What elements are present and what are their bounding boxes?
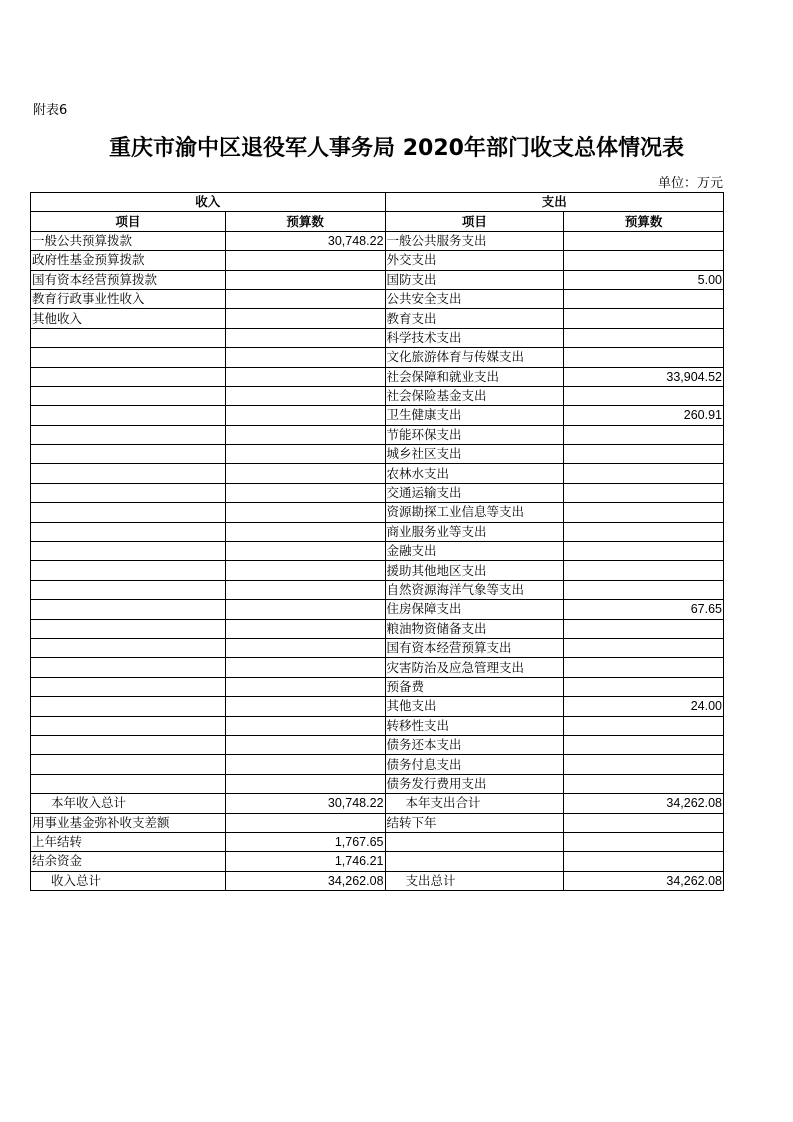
table-row: [31, 638, 724, 657]
income-item-cell: [31, 445, 226, 464]
expense-item-cell: 教育支出: [385, 309, 564, 328]
income-item-cell: 教育行政事业性收入: [31, 289, 226, 308]
table-row: [31, 231, 724, 250]
income-item-cell: [31, 580, 226, 599]
summary-expense-value-cell: [564, 852, 724, 871]
income-item-cell: [31, 774, 226, 793]
income-value-cell: [225, 697, 385, 716]
expense-budget-header: 预算数: [564, 212, 724, 231]
income-value-cell: [225, 619, 385, 638]
income-value-cell: [225, 561, 385, 580]
appendix-label: 附表6: [33, 103, 68, 118]
expense-item-cell: 金融支出: [385, 542, 564, 561]
expense-item-cell: 城乡社区支出: [385, 445, 564, 464]
table-row: [31, 542, 724, 561]
income-item-cell: [31, 755, 226, 774]
table-row: [31, 658, 724, 677]
expense-item-cell: 灾害防治及应急管理支出: [385, 658, 564, 677]
expense-value-cell: [564, 716, 724, 735]
expense-item-cell: 一般公共服务支出: [385, 231, 564, 250]
income-item-cell: 一般公共预算拨款: [31, 231, 226, 250]
table-row: [31, 289, 724, 308]
expense-value-cell: [564, 542, 724, 561]
table-row: [31, 677, 724, 696]
expense-item-cell: 农林水支出: [385, 464, 564, 483]
income-item-cell: [31, 716, 226, 735]
expense-value-cell: 24.00: [564, 697, 724, 716]
income-value-cell: [225, 464, 385, 483]
expense-value-cell: [564, 483, 724, 502]
expense-item-cell: 科学技术支出: [385, 328, 564, 347]
summary-expense-item-cell: [385, 852, 564, 871]
table-row: [31, 774, 724, 793]
page-title: 重庆市渝中区退役军人事务局 2020年部门收支总体情况表: [109, 136, 684, 161]
income-item-cell: [31, 638, 226, 657]
expense-item-cell: 国有资本经营预算支出: [385, 638, 564, 657]
expense-item-cell: 文化旅游体育与传媒支出: [385, 348, 564, 367]
income-item-cell: [31, 348, 226, 367]
income-value-cell: [225, 251, 385, 270]
summary-row: [31, 852, 724, 871]
income-item-cell: [31, 406, 226, 425]
expense-value-cell: [564, 735, 724, 754]
income-value-cell: [225, 445, 385, 464]
income-value-cell: [225, 425, 385, 444]
table-row: [31, 270, 724, 289]
income-item-cell: [31, 561, 226, 580]
expense-value-cell: [564, 677, 724, 696]
income-item-cell: [31, 658, 226, 677]
summary-income-value-cell: [225, 813, 385, 832]
income-value-cell: [225, 367, 385, 386]
income-value-cell: [225, 503, 385, 522]
table-row: [31, 445, 724, 464]
income-item-cell: 国有资本经营预算拨款: [31, 270, 226, 289]
expense-item-cell: 卫生健康支出: [385, 406, 564, 425]
table-row: [31, 348, 724, 367]
income-item-cell: [31, 697, 226, 716]
expense-item-cell: 转移性支出: [385, 716, 564, 735]
summary-expense-item-cell: 本年支出合计: [385, 794, 564, 813]
summary-income-item-cell: 本年收入总计: [31, 794, 226, 813]
expense-value-cell: 5.00: [564, 270, 724, 289]
table-row: [31, 386, 724, 405]
table-row: [31, 309, 724, 328]
unit-label: 单位：万元: [657, 176, 723, 191]
table-row: [31, 406, 724, 425]
summary-expense-value-cell: [564, 832, 724, 851]
expense-item-cell: 社会保障和就业支出: [385, 367, 564, 386]
income-value-cell: [225, 580, 385, 599]
income-value-cell: [225, 658, 385, 677]
expense-item-header: 项目: [385, 212, 564, 231]
expense-value-cell: [564, 445, 724, 464]
expense-value-cell: 67.65: [564, 600, 724, 619]
expense-value-cell: 260.91: [564, 406, 724, 425]
income-item-cell: [31, 483, 226, 502]
income-value-cell: [225, 406, 385, 425]
income-value-cell: 30,748.22: [225, 231, 385, 250]
expense-value-cell: [564, 251, 724, 270]
expense-value-cell: [564, 289, 724, 308]
table-row: [31, 328, 724, 347]
expense-item-cell: 商业服务业等支出: [385, 522, 564, 541]
income-item-cell: [31, 522, 226, 541]
expense-item-cell: 援助其他地区支出: [385, 561, 564, 580]
expense-item-cell: 预备费: [385, 677, 564, 696]
income-value-cell: [225, 600, 385, 619]
expense-value-cell: [564, 619, 724, 638]
expense-value-cell: [564, 309, 724, 328]
income-section-header: 收入: [31, 193, 386, 212]
summary-income-item-cell: 收入总计: [31, 871, 226, 890]
table-row: [31, 483, 724, 502]
income-value-cell: [225, 716, 385, 735]
income-item-cell: [31, 425, 226, 444]
income-value-cell: [225, 522, 385, 541]
table-row: [31, 619, 724, 638]
expense-item-cell: 债务还本支出: [385, 735, 564, 754]
expense-item-cell: 债务付息支出: [385, 755, 564, 774]
expense-item-cell: 住房保障支出: [385, 600, 564, 619]
income-item-cell: [31, 386, 226, 405]
expense-value-cell: [564, 503, 724, 522]
table-row: [31, 735, 724, 754]
expense-value-cell: [564, 464, 724, 483]
section-header-row: [31, 193, 724, 212]
summary-income-item-cell: 上年结转: [31, 832, 226, 851]
summary-expense-value-cell: 34,262.08: [564, 794, 724, 813]
income-item-cell: [31, 619, 226, 638]
income-value-cell: [225, 386, 385, 405]
expense-item-cell: 粮油物资储备支出: [385, 619, 564, 638]
income-item-cell: [31, 600, 226, 619]
expense-value-cell: 33,904.52: [564, 367, 724, 386]
expense-value-cell: [564, 425, 724, 444]
income-item-cell: 其他收入: [31, 309, 226, 328]
table-row: [31, 367, 724, 386]
expense-value-cell: [564, 638, 724, 657]
summary-row: [31, 871, 724, 890]
summary-expense-value-cell: [564, 813, 724, 832]
expense-value-cell: [564, 561, 724, 580]
table-body: [31, 231, 724, 890]
summary-income-value-cell: 1,746.21: [225, 852, 385, 871]
income-item-cell: 政府性基金预算拨款: [31, 251, 226, 270]
summary-income-value-cell: 1,767.65: [225, 832, 385, 851]
table-row: [31, 697, 724, 716]
expense-item-cell: 国防支出: [385, 270, 564, 289]
summary-income-value-cell: 34,262.08: [225, 871, 385, 890]
summary-expense-item-cell: [385, 832, 564, 851]
summary-income-item-cell: 用事业基金弥补收支差额: [31, 813, 226, 832]
table-row: [31, 464, 724, 483]
table-row: [31, 755, 724, 774]
expense-value-cell: [564, 774, 724, 793]
summary-income-item-cell: 结余资金: [31, 852, 226, 871]
expense-item-cell: 外交支出: [385, 251, 564, 270]
income-value-cell: [225, 755, 385, 774]
expense-value-cell: [564, 658, 724, 677]
table-row: [31, 600, 724, 619]
expense-item-cell: 其他支出: [385, 697, 564, 716]
expense-section-header: 支出: [385, 193, 723, 212]
income-value-cell: [225, 735, 385, 754]
expense-item-cell: 交通运输支出: [385, 483, 564, 502]
table-row: [31, 580, 724, 599]
income-value-cell: [225, 638, 385, 657]
summary-row: [31, 794, 724, 813]
income-budget-header: 预算数: [225, 212, 385, 231]
table-row: [31, 251, 724, 270]
summary-expense-item-cell: 支出总计: [385, 871, 564, 890]
income-item-cell: [31, 677, 226, 696]
summary-income-value-cell: 30,748.22: [225, 794, 385, 813]
expense-item-cell: 自然资源海洋气象等支出: [385, 580, 564, 599]
summary-row: [31, 832, 724, 851]
income-item-cell: [31, 328, 226, 347]
expense-item-cell: 社会保险基金支出: [385, 386, 564, 405]
expense-item-cell: 节能环保支出: [385, 425, 564, 444]
income-item-cell: [31, 464, 226, 483]
budget-table: [30, 192, 724, 891]
income-item-cell: [31, 542, 226, 561]
expense-value-cell: [564, 386, 724, 405]
income-value-cell: [225, 328, 385, 347]
summary-row: [31, 813, 724, 832]
expense-item-cell: 公共安全支出: [385, 289, 564, 308]
table-row: [31, 522, 724, 541]
income-value-cell: [225, 270, 385, 289]
income-value-cell: [225, 677, 385, 696]
income-value-cell: [225, 483, 385, 502]
expense-value-cell: [564, 580, 724, 599]
income-item-cell: [31, 735, 226, 754]
income-value-cell: [225, 289, 385, 308]
column-header-row: [31, 212, 724, 231]
income-value-cell: [225, 348, 385, 367]
summary-expense-item-cell: 结转下年: [385, 813, 564, 832]
table-row: [31, 425, 724, 444]
table-row: [31, 716, 724, 735]
income-value-cell: [225, 542, 385, 561]
expense-value-cell: [564, 755, 724, 774]
expense-item-cell: 债务发行费用支出: [385, 774, 564, 793]
expense-value-cell: [564, 328, 724, 347]
table-row: [31, 561, 724, 580]
expense-value-cell: [564, 231, 724, 250]
income-item-header: 项目: [31, 212, 226, 231]
table-row: [31, 503, 724, 522]
income-item-cell: [31, 367, 226, 386]
summary-expense-value-cell: 34,262.08: [564, 871, 724, 890]
expense-value-cell: [564, 522, 724, 541]
expense-value-cell: [564, 348, 724, 367]
income-value-cell: [225, 309, 385, 328]
expense-item-cell: 资源勘探工业信息等支出: [385, 503, 564, 522]
income-item-cell: [31, 503, 226, 522]
income-value-cell: [225, 774, 385, 793]
